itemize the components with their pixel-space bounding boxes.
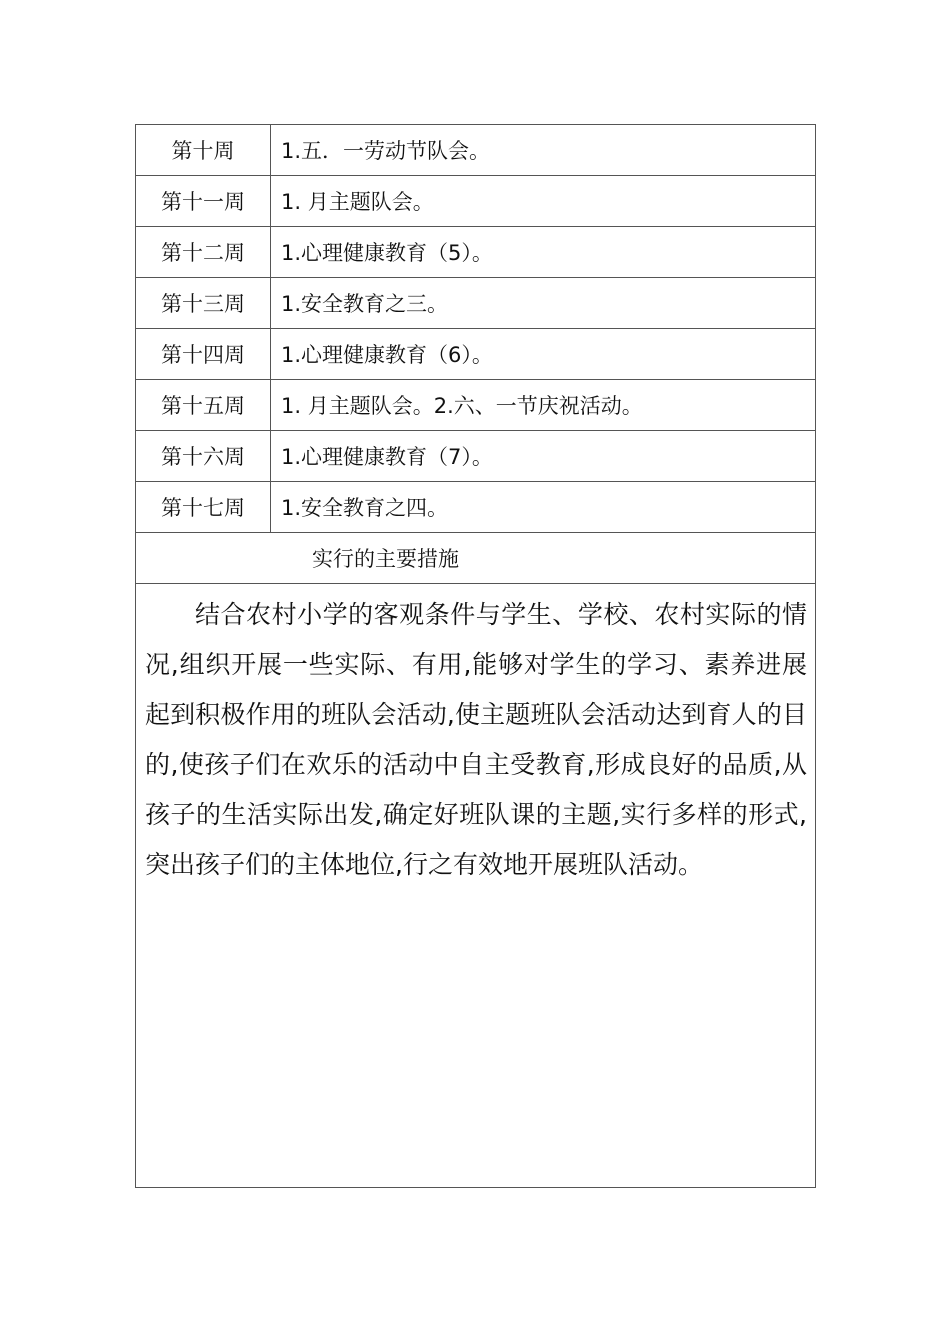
measures-header-cell xyxy=(136,533,816,584)
measures-title: 实行的主要措施 xyxy=(312,547,459,571)
measures-header-row xyxy=(136,533,816,584)
week-label: 第十三周 xyxy=(136,278,271,329)
activity-content: 1.安全教育之四。 xyxy=(271,482,816,533)
activity-content: 1.心理健康教育（5）。 xyxy=(271,227,816,278)
schedule-table xyxy=(135,124,816,1188)
activity-content: 1. 月主题队会。2.六、一节庆祝活动。 xyxy=(271,380,816,431)
table-row xyxy=(136,431,816,482)
table-row xyxy=(136,380,816,431)
week-label: 第十七周 xyxy=(136,482,271,533)
week-label: 第十四周 xyxy=(136,329,271,380)
activity-content: 1.安全教育之三。 xyxy=(271,278,816,329)
table-row xyxy=(136,278,816,329)
table-row xyxy=(136,227,816,278)
table-row xyxy=(136,482,816,533)
measures-body-cell xyxy=(136,584,816,1188)
table-row xyxy=(136,329,816,380)
activity-content: 1.心理健康教育（7）。 xyxy=(271,431,816,482)
week-label: 第十二周 xyxy=(136,227,271,278)
week-label: 第十六周 xyxy=(136,431,271,482)
week-label: 第十一周 xyxy=(136,176,271,227)
week-label: 第十五周 xyxy=(136,380,271,431)
measures-paragraph: 结合农村小学的客观条件与学生、学校、农村实际的情况,组织开展一些实际、有用,能够对学生的学习、素养进展起到积极作用的班队会活动,使主题班队会活动达到育人的目的,使孩子们在欢乐的活动中自主受教育,形成良好的品质,从孩子的生活实际出发,确定好班队课的主题,实行多样的形式,突出孩子们的主体地位,行之有效地开展班队活动。 xyxy=(145,600,807,879)
table-row xyxy=(136,176,816,227)
measures-body-row xyxy=(136,584,816,1188)
table-row xyxy=(136,125,816,176)
activity-content: 1. 月主题队会。 xyxy=(271,176,816,227)
week-label: 第十周 xyxy=(136,125,271,176)
activity-content: 1.五．一劳动节队会。 xyxy=(271,125,816,176)
activity-content: 1.心理健康教育（6）。 xyxy=(271,329,816,380)
